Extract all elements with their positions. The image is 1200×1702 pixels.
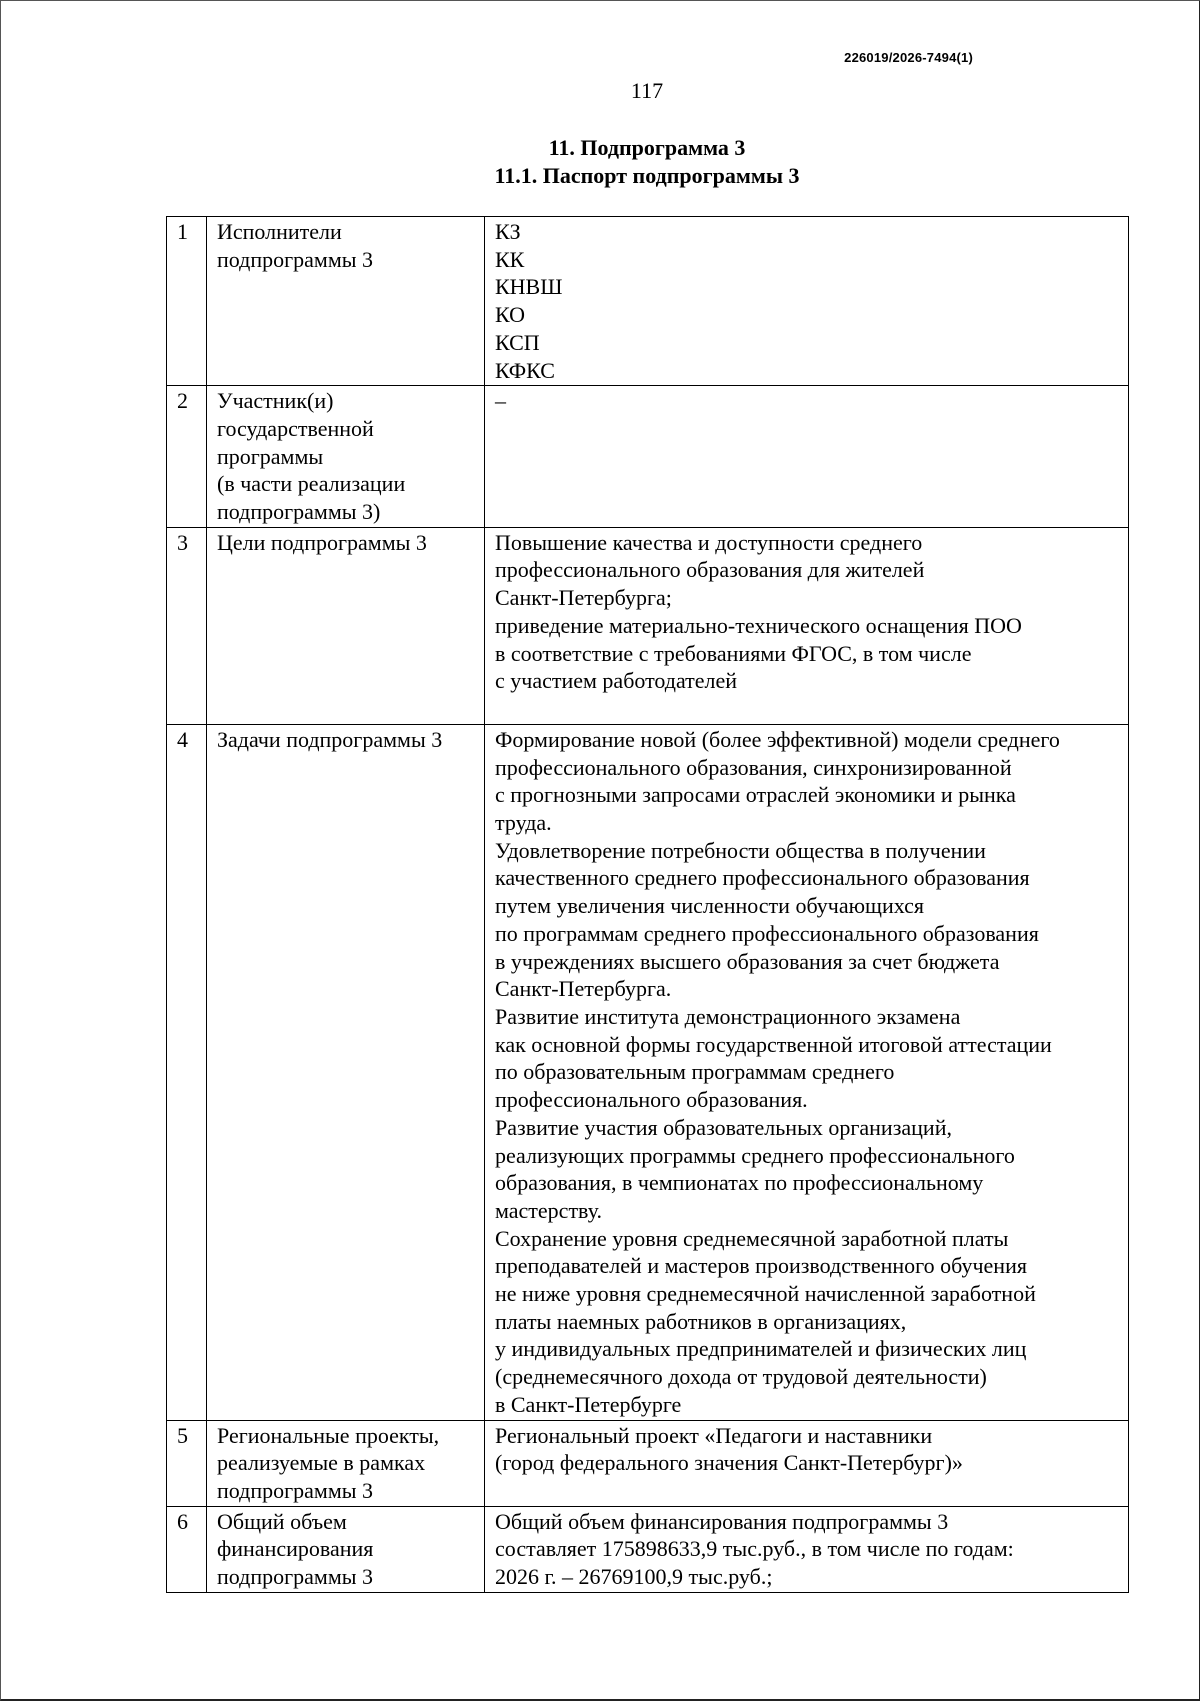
value-line: платы наемных работников в организациях,: [495, 1308, 907, 1334]
row-value: [485, 386, 1129, 528]
label-line: финансирования: [217, 1536, 374, 1562]
table-row: [167, 1420, 1129, 1506]
label-line: подпрограммы 3: [217, 1564, 374, 1590]
value-line: путем увеличения численности обучающихся: [495, 893, 925, 919]
label-line: государственной: [217, 415, 374, 441]
value-line: КСП: [495, 329, 540, 355]
value-line: 2026 г. – 26769100,9 тыс.руб.;: [495, 1564, 773, 1590]
table-row: [167, 724, 1129, 1420]
row-value: [485, 527, 1129, 724]
label-line: реализуемые в рамках: [217, 1450, 426, 1476]
section-title: 11. Подпрограмма 3: [548, 135, 746, 160]
value-line: с прогнозными запросами отраслей экономики и рынка: [495, 782, 1016, 808]
row-label: [207, 724, 485, 1420]
value-line: КО: [495, 302, 526, 328]
value-line: (среднемесячного дохода от трудовой деятельности): [495, 1364, 987, 1390]
value-line: профессионального образования, синхронизированной: [495, 754, 1012, 780]
value-line: Удовлетворение потребности общества в получении: [495, 837, 986, 863]
value-line: качественного среднего профессионального образования: [495, 865, 1030, 891]
label-line: Участник(и): [217, 388, 334, 414]
row-number: 2: [167, 386, 207, 528]
row-number: 4: [167, 724, 207, 1420]
value-line: Санкт-Петербурга.: [495, 976, 672, 1002]
label-line: Исполнители: [217, 219, 342, 244]
value-line: образования, в чемпионатах по профессиональному: [495, 1170, 984, 1196]
document-id: 226019/2026-7494(1): [844, 50, 973, 65]
value-line: (город федерального значения Санкт-Петербург)»: [495, 1450, 963, 1476]
value-line: профессионального образования для жителей: [495, 557, 925, 583]
value-line: у индивидуальных предпринимателей и физических лиц: [495, 1336, 1027, 1362]
label-line: (в части реализации: [217, 471, 406, 497]
row-label: [207, 217, 485, 386]
row-value: [485, 1420, 1129, 1506]
value-line: по программам среднего профессионального образования: [495, 920, 1039, 946]
label-line: Задачи подпрограммы 3: [217, 726, 443, 752]
row-number: 3: [167, 527, 207, 724]
subsection-title: 11.1. Паспорт подпрограммы 3: [494, 163, 800, 188]
label-line: Цели подпрограммы 3: [217, 529, 427, 555]
value-line: Повышение качества и доступности среднего: [495, 529, 923, 555]
value-line: КЗ: [495, 219, 521, 244]
label-line: Региональные проекты,: [217, 1422, 440, 1448]
page-number: 117: [630, 78, 664, 103]
row-number: 5: [167, 1420, 207, 1506]
value-line: Формирование новой (более эффективной) модели среднего: [495, 726, 1060, 752]
value-line: в учреждениях высшего образования за счет бюджета: [495, 948, 1000, 974]
value-line: мастерству.: [495, 1197, 602, 1223]
value-line: преподавателей и мастеров производственного обучения: [495, 1253, 1027, 1279]
row-value: [485, 1506, 1129, 1592]
label-line: программы: [217, 443, 324, 469]
value-line: профессионального образования.: [495, 1087, 808, 1113]
value-line: Региональный проект «Педагоги и наставники: [495, 1422, 933, 1448]
value-line: Санкт-Петербурга;: [495, 585, 672, 611]
value-line: не ниже уровня среднемесячной начисленной заработной: [495, 1281, 1036, 1307]
value-line: как основной формы государственной итоговой аттестации: [495, 1031, 1052, 1057]
label-line: подпрограммы 3: [217, 1477, 374, 1503]
label-line: подпрограммы 3): [217, 499, 381, 525]
value-line: –: [495, 388, 506, 414]
row-value: [485, 724, 1129, 1420]
value-line: Общий объем финансирования подпрограммы 3: [495, 1508, 949, 1534]
row-value: [485, 217, 1129, 386]
value-line: с участием работодателей: [495, 668, 738, 694]
table-row: [167, 1506, 1129, 1592]
table-row: [167, 527, 1129, 724]
table-row: [167, 217, 1129, 386]
value-line: Развитие участия образовательных организаций,: [495, 1114, 952, 1140]
spacer: [495, 695, 1120, 723]
subprogram-passport-table: [166, 216, 1129, 1593]
value-line: Развитие института демонстрационного экзамена: [495, 1003, 961, 1029]
row-number: 6: [167, 1506, 207, 1592]
value-line: приведение материально-технического оснащения ПОО: [495, 612, 1022, 638]
value-line: в Санкт-Петербурге: [495, 1391, 682, 1417]
value-line: КК: [495, 246, 525, 272]
table-row: [167, 386, 1129, 528]
row-number: 1: [167, 217, 207, 386]
section-heading: [0, 134, 1200, 190]
value-line: реализующих программы среднего профессионального: [495, 1142, 1015, 1168]
row-label: [207, 527, 485, 724]
value-line: Сохранение уровня среднемесячной заработной платы: [495, 1225, 1009, 1251]
label-line: Общий объем: [217, 1508, 347, 1534]
row-label: [207, 1506, 485, 1592]
value-line: КФКС: [495, 357, 555, 383]
label-line: подпрограммы 3: [217, 246, 374, 272]
row-label: [207, 386, 485, 528]
value-line: по образовательным программам среднего: [495, 1059, 895, 1085]
value-line: в соответствие с требованиями ФГОС, в том числе: [495, 640, 972, 666]
value-line: КНВШ: [495, 274, 563, 300]
value-line: труда.: [495, 810, 552, 836]
row-label: [207, 1420, 485, 1506]
value-line: составляет 175898633,9 тыс.руб., в том числе по годам:: [495, 1536, 1014, 1562]
